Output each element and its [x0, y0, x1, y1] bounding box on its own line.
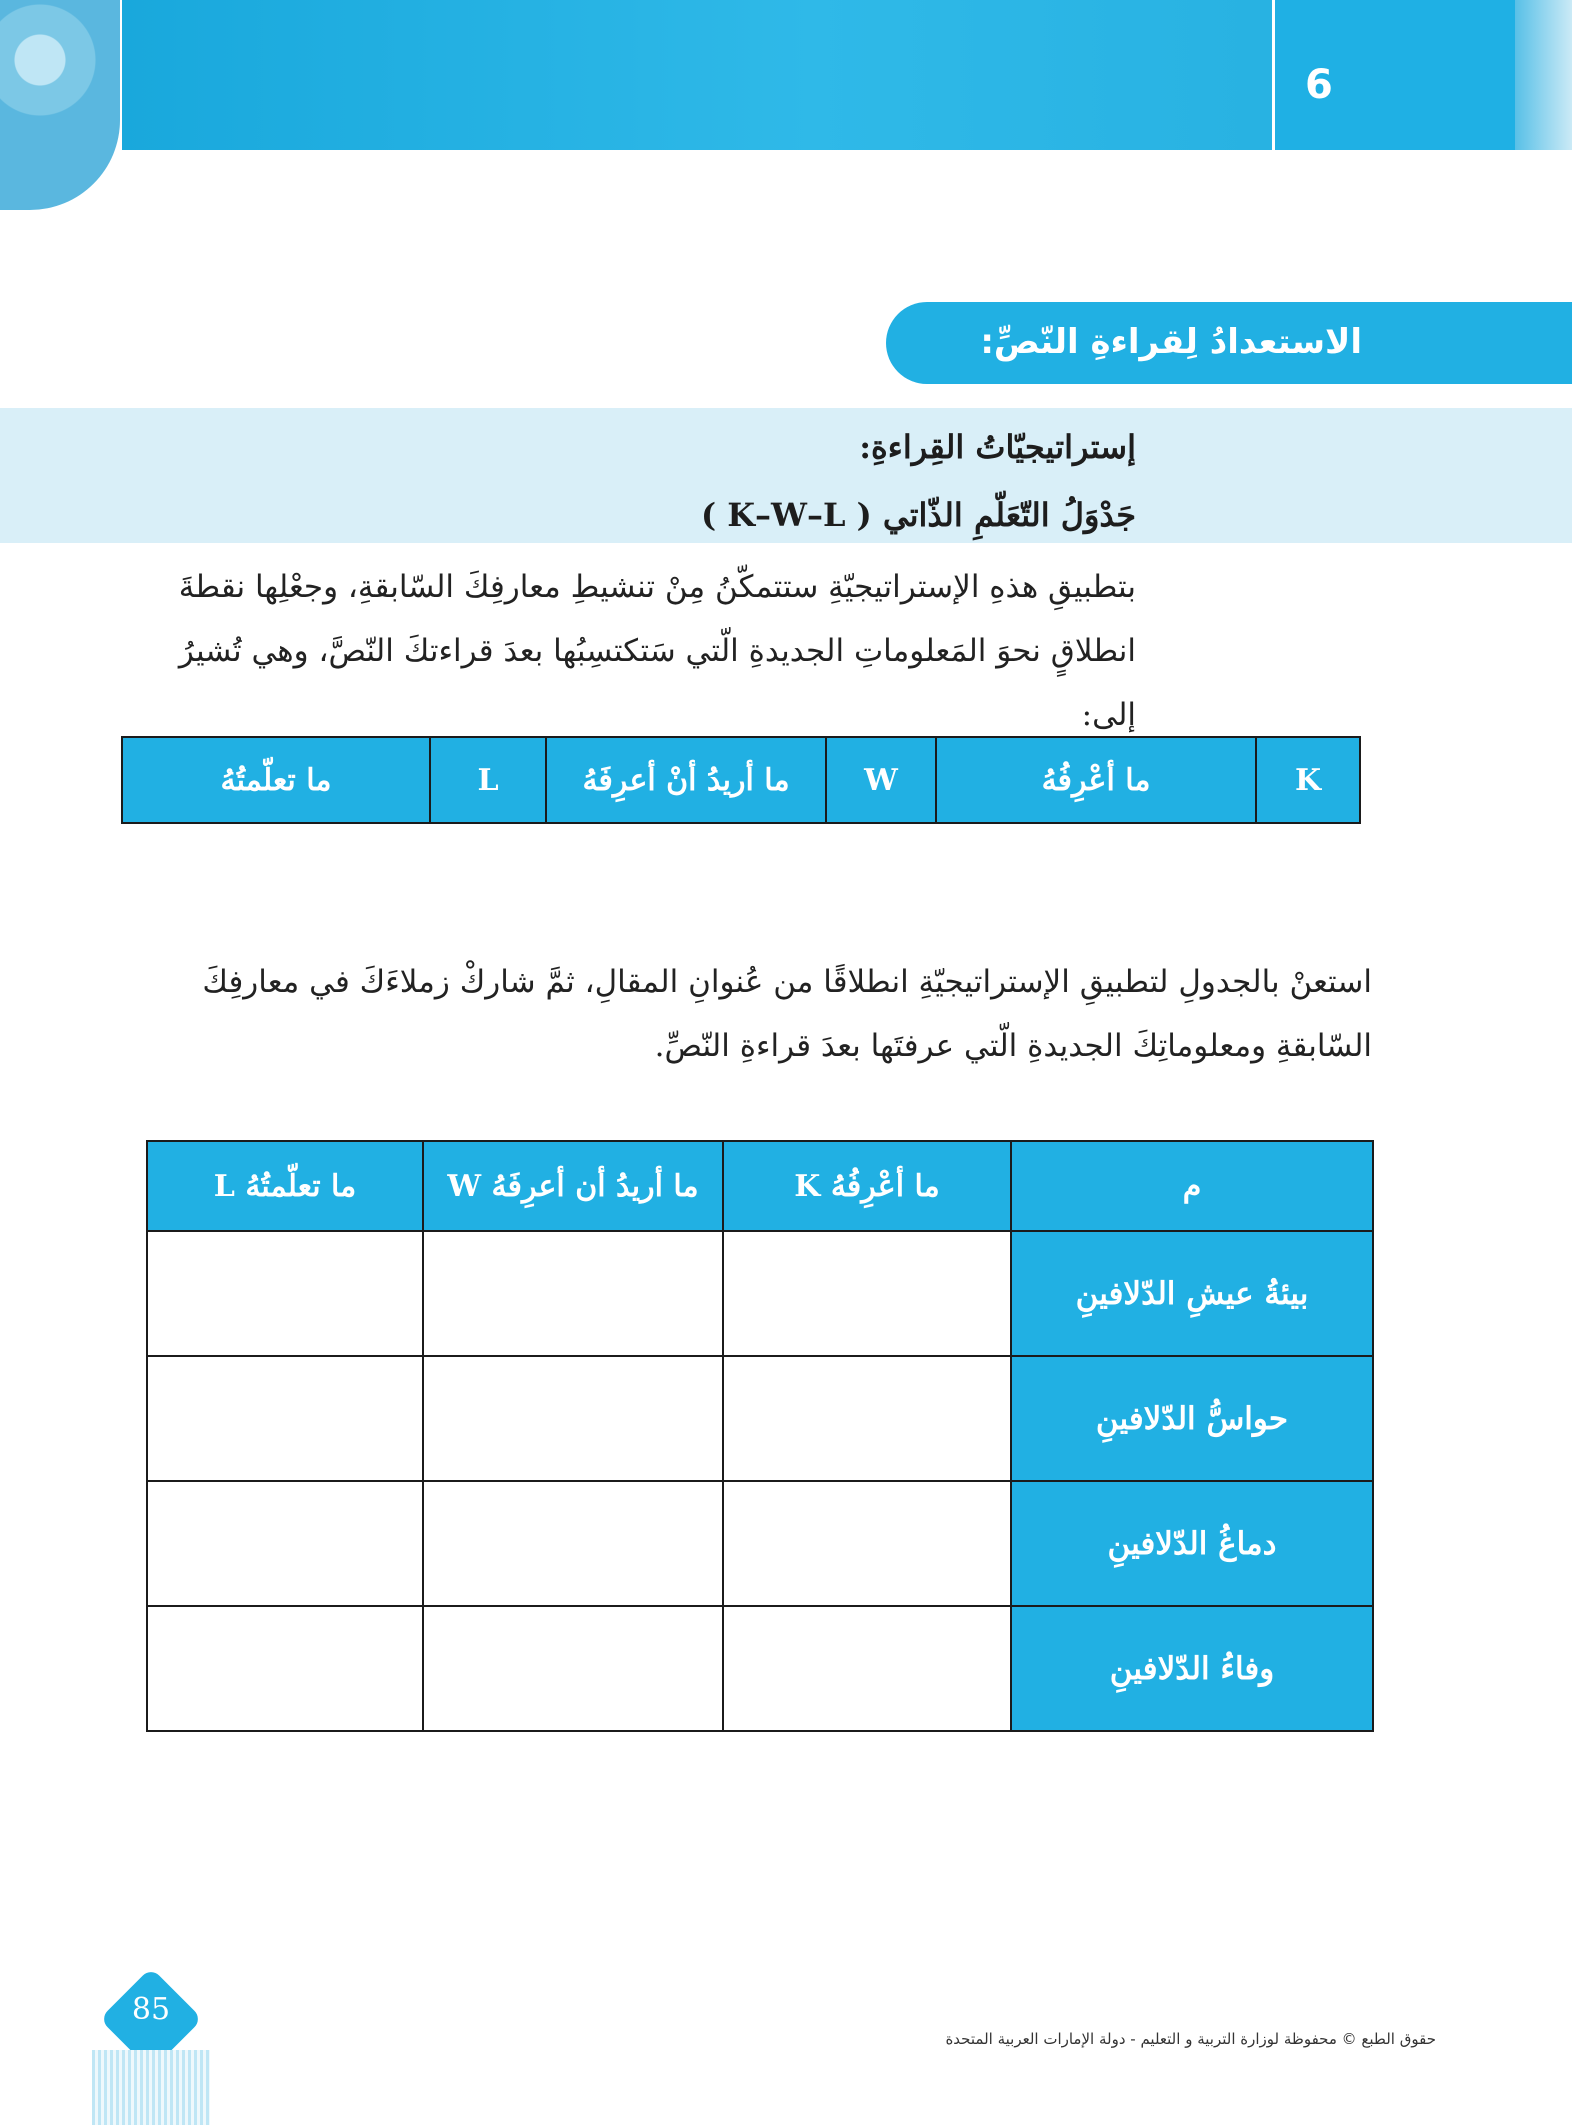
section-heading	[886, 302, 1572, 384]
want-cell[interactable]	[423, 1606, 723, 1731]
intro-paragraph: بتطبيقِ هذهِ الإستراتيجيّةِ ستتمكّنُ مِنْ تنشيطِ معارفِكَ السّابقةِ، وجعْلِها نقطةَ انطلاقٍ نحوَ المَعلوماتِ الجديدةِ الّتي سَتكتسِبُها بعدَ قراءتكَ النّصَّ، وهي تُشيرُ إلى:	[178, 569, 1136, 733]
learned-cell[interactable]	[147, 1231, 423, 1356]
want-cell[interactable]	[423, 1231, 723, 1356]
row-topic: حواسُّ الدّلافينِ	[1011, 1356, 1373, 1481]
legend-row	[122, 737, 1360, 823]
legend-cell-what-i-want: ما أريدُ أنْ أعرِفَهُ	[546, 737, 826, 823]
want-cell[interactable]	[423, 1356, 723, 1481]
corner-decoration	[0, 0, 120, 210]
legend-cell-k: K	[1256, 737, 1360, 823]
chapter-badge	[1275, 0, 1515, 150]
section-title: الاستعدادُ لِقراءةِ النّصِّ:	[980, 322, 1362, 362]
row-topic: وفاءُ الدّلافينِ	[1011, 1606, 1373, 1731]
table-row	[147, 1231, 1373, 1356]
footer-decoration	[92, 2050, 210, 2125]
legend-cell-what-i-know: ما أعْرِفُهُ	[936, 737, 1256, 823]
know-cell[interactable]	[723, 1231, 1011, 1356]
table-row	[147, 1481, 1373, 1606]
learned-cell[interactable]	[147, 1481, 423, 1606]
kwl-legend-table	[121, 736, 1361, 824]
table-row	[147, 1606, 1373, 1731]
table-row	[147, 1356, 1373, 1481]
know-cell[interactable]	[723, 1356, 1011, 1481]
legend-cell-w: W	[826, 737, 936, 823]
header-topic: م	[1011, 1141, 1373, 1231]
instruction-paragraph: استعنْ بالجدولِ لتطبيقِ الإستراتيجيّةِ انطلاقًا من عُنوانِ المقالِ، ثمَّ شاركْ زملاءَكَ في معارفِكَ السّابقةِ ومعلوماتِكَ الجديدةِ الّتي عرفتَها بعدَ قراءةِ النّصِّ.	[202, 964, 1372, 1064]
legend-cell-what-i-learned: ما تعلّمتُهُ	[122, 737, 430, 823]
right-decoration	[1515, 0, 1572, 150]
header-want: ما أريدُ أن أعرِفَهُ W	[423, 1141, 723, 1231]
kwl-table	[146, 1140, 1374, 1732]
copyright-notice: حقوق الطبع © محفوظة لوزارة التربية و التعليم - دولة الإمارات العربية المتحدة	[945, 2030, 1436, 2048]
know-cell[interactable]	[723, 1606, 1011, 1731]
know-cell[interactable]	[723, 1481, 1011, 1606]
want-cell[interactable]	[423, 1481, 723, 1606]
learned-cell[interactable]	[147, 1356, 423, 1481]
legend-cell-l: L	[430, 737, 546, 823]
page-number: 85	[131, 1992, 171, 2027]
strategy-subtitle: جَدْوَلُ التّعَلّمِ الذّاتي ( K–W–L )	[700, 496, 1136, 534]
chapter-number: 6	[1305, 62, 1333, 108]
row-topic: بيئةُ عيشِ الدّلافينِ	[1011, 1231, 1373, 1356]
strategy-title: إستراتيجيّاتُ القِراءةِ:	[859, 428, 1136, 466]
header-learned: ما تعلّمتُهُ L	[147, 1141, 423, 1231]
row-topic: دماغُ الدّلافينِ	[1011, 1481, 1373, 1606]
header-know: ما أعْرِفُهُ K	[723, 1141, 1011, 1231]
header-banner	[122, 0, 1272, 150]
learned-cell[interactable]	[147, 1606, 423, 1731]
kwl-header-row	[147, 1141, 1373, 1231]
